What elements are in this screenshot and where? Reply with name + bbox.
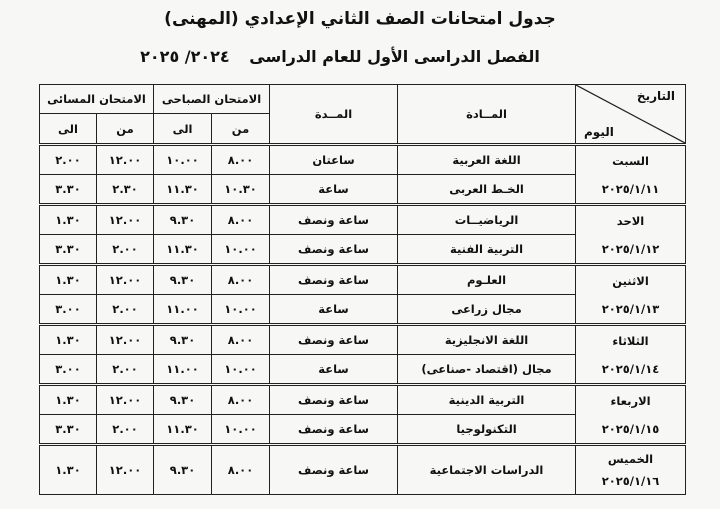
morning-exam-header: الامتحان الصباحى [154,85,270,114]
subject-cell: التربية الفنية [398,235,576,265]
day-date: ٢٠٢٥/١/١٤ [601,361,660,376]
evening-to-header: الى [40,114,97,145]
morning-from-cell: ٨.٠٠ [212,325,270,355]
morning-to-cell: ٩.٣٠ [154,445,212,495]
evening-to-cell: ١.٣٠ [40,265,97,295]
subject-cell: التربية الدينية [398,385,576,415]
morning-from-cell: ١٠.٠٠ [212,415,270,445]
subject-cell: التكنولوجيا [398,415,576,445]
duration-cell: ساعة ونصف [270,385,398,415]
evening-to-cell: ١.٣٠ [40,205,97,235]
day-name: الخميس [607,452,654,466]
date-header: التاريخ [636,89,676,103]
duration-cell: ساعة ونصف [270,235,398,265]
evening-from-cell: ١٢.٠٠ [97,265,154,295]
duration-cell: ساعة ونصف [270,445,398,495]
table-row [40,145,686,175]
morning-to-cell: ١١.٣٠ [154,175,212,205]
subject-cell: الدراسات الاجتماعية [398,445,576,495]
morning-from-cell: ٨.٠٠ [212,265,270,295]
subject-cell: مجال زراعى [398,295,576,325]
morning-to-cell: ٩.٣٠ [154,385,212,415]
schedule-body [40,145,686,495]
evening-from-cell: ١٢.٠٠ [97,205,154,235]
morning-to-cell: ١١.٠٠ [154,355,212,385]
morning-from-cell: ١٠.٠٠ [212,235,270,265]
subject-cell: الرياضيــات [398,205,576,235]
day-header: اليوم [584,125,614,139]
day-date: ٢٠٢٥/١/١٥ [601,421,660,436]
evening-from-cell: ١٢.٠٠ [97,445,154,495]
morning-from-cell: ١٠.٠٠ [212,295,270,325]
day-date: ٢٠٢٥/١/١٢ [601,241,660,256]
duration-cell: ساعتان [270,145,398,175]
morning-to-header: الى [154,114,212,145]
day-cell [576,325,686,385]
table-row [40,445,686,495]
evening-from-cell: ١٢.٠٠ [97,385,154,415]
evening-from-cell: ١٢.٠٠ [97,145,154,175]
duration-cell: ساعة ونصف [270,265,398,295]
evening-from-cell: ٢.٠٠ [97,235,154,265]
evening-to-cell: ١.٣٠ [40,385,97,415]
duration-cell: ساعة [270,295,398,325]
subject-cell: العلـوم [398,265,576,295]
morning-from-cell: ٨.٠٠ [212,145,270,175]
evening-from-cell: ٢.٠٠ [97,415,154,445]
subject-cell: الخـط العربى [398,175,576,205]
day-date: ٢٠٢٥/١/١٣ [601,301,660,316]
evening-from-cell: ٢.٠٠ [97,355,154,385]
evening-to-cell: ٣.٣٠ [40,235,97,265]
day-date: ٢٠٢٥/١/١١ [601,181,660,196]
day-date: ٢٠٢٥/١/١٦ [601,474,660,488]
subtitle-text: الفصل الدراسى الأول للعام الدراسى [249,47,540,66]
morning-to-cell: ١١.٣٠ [154,415,212,445]
duration-cell: ساعة ونصف [270,325,398,355]
table-row [40,385,686,415]
morning-to-cell: ١١.٣٠ [154,235,212,265]
morning-to-cell: ٩.٣٠ [154,325,212,355]
morning-from-cell: ٨.٠٠ [212,385,270,415]
duration-header: المــدة [270,85,398,145]
day-cell [576,385,686,445]
evening-to-cell: ٣.٣٠ [40,415,97,445]
table-row [40,325,686,355]
evening-to-cell: ١.٣٠ [40,325,97,355]
subject-cell: اللغة العربية [398,145,576,175]
subject-cell: اللغة الانجليزية [398,325,576,355]
academic-year: ٢٠٢٤/ ٢٠٢٥ [140,47,230,66]
morning-from-cell: ٨.٠٠ [212,205,270,235]
day-name: الاربعاء [610,393,651,408]
page-subtitle [0,44,720,70]
date-day-header [576,85,686,145]
evening-to-cell: ٣.٣٠ [40,175,97,205]
evening-to-cell: ١.٣٠ [40,445,97,495]
morning-to-cell: ٩.٣٠ [154,205,212,235]
duration-cell: ساعة [270,175,398,205]
day-name: الثلاثاء [612,333,649,348]
exam-schedule-table [39,84,686,495]
duration-cell: ساعة [270,355,398,385]
day-cell [576,265,686,325]
evening-exam-header: الامتحان المسائى [40,85,154,114]
evening-to-cell: ٢.٠٠ [40,145,97,175]
table-row [40,205,686,235]
duration-cell: ساعة ونصف [270,205,398,235]
morning-to-cell: ١٠.٠٠ [154,145,212,175]
day-cell [576,445,686,495]
day-name: الاحد [616,213,645,228]
subject-header: المــادة [398,85,576,145]
day-cell [576,145,686,205]
page-title: جدول امتحانات الصف الثاني الإعدادي (المهنى) [164,9,556,29]
evening-to-cell: ٣.٠٠ [40,355,97,385]
duration-cell: ساعة ونصف [270,415,398,445]
morning-from-header: من [212,114,270,145]
evening-from-cell: ٢.٠٠ [97,295,154,325]
morning-from-cell: ١٠.٠٠ [212,355,270,385]
morning-from-cell: ١٠.٣٠ [212,175,270,205]
day-name: الاثنين [612,273,649,288]
morning-to-cell: ٩.٣٠ [154,265,212,295]
evening-to-cell: ٣.٠٠ [40,295,97,325]
day-cell [576,205,686,265]
evening-from-header: من [97,114,154,145]
day-name: السبت [612,153,649,168]
table-row [40,265,686,295]
evening-from-cell: ١٢.٠٠ [97,325,154,355]
subject-cell: مجال (اقتصاد -صناعى) [398,355,576,385]
morning-from-cell: ٨.٠٠ [212,445,270,495]
morning-to-cell: ١١.٠٠ [154,295,212,325]
evening-from-cell: ٢.٣٠ [97,175,154,205]
